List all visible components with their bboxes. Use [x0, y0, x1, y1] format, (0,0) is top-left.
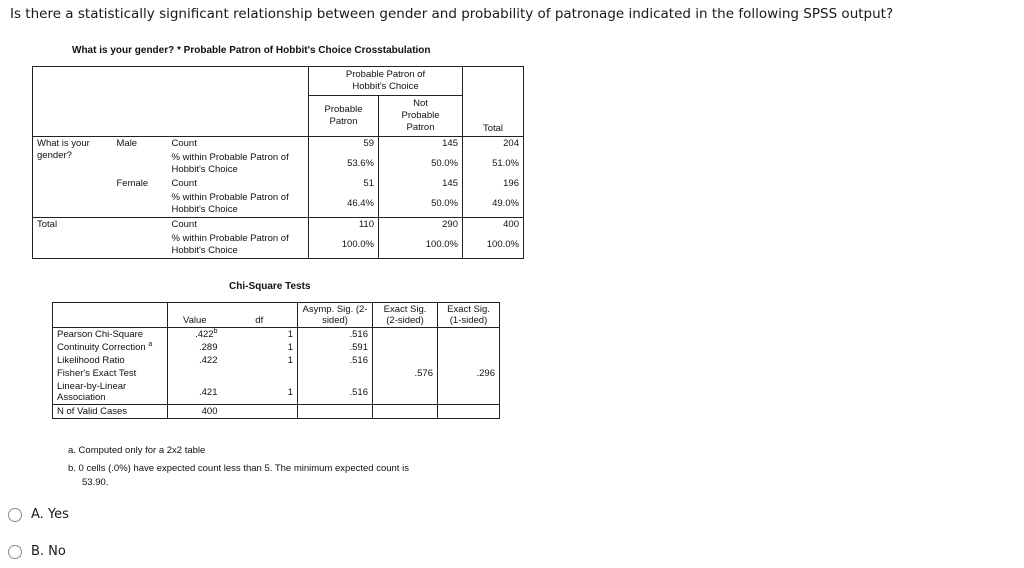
chisq-row: [53, 354, 500, 367]
footnote-marker: b: [213, 327, 218, 335]
chisq-table: [52, 302, 500, 419]
male-count-label: Count: [168, 137, 309, 152]
chisq-header-exact2: Exact Sig. (2-sided): [373, 303, 438, 328]
col-probable-header: Probable Patron: [309, 96, 379, 137]
chisq-exact1: [438, 354, 500, 367]
total-count-not-probable: 290: [379, 218, 463, 233]
chisq-header-asymp: Asymp. Sig. (2-sided): [298, 303, 373, 328]
chisq-asymp: .516: [298, 380, 373, 405]
chisq-value: [168, 405, 222, 419]
chisq-exact2: [373, 354, 438, 367]
option-yes-label: A. Yes: [31, 507, 69, 522]
chisq-exact1: [438, 405, 500, 419]
chisq-asymp: .516: [298, 328, 373, 342]
chisq-exact1: [438, 341, 500, 354]
total-pct-label: % within Probable Patron of Hobbit's Choice: [168, 232, 309, 259]
chisq-exact1: .296: [438, 367, 500, 380]
total-pct-not-probable: 100.0%: [379, 232, 463, 259]
total-row-label: Total: [37, 219, 58, 230]
chisq-exact1: [438, 380, 500, 405]
female-pct-probable: 46.4%: [309, 191, 379, 218]
chisq-row-label-text: Continuity Correction: [57, 342, 146, 353]
chisq-value: [168, 380, 222, 405]
female-count-label: Count: [168, 177, 309, 191]
female-pct-not-probable: 50.0%: [379, 191, 463, 218]
chisq-value: [168, 367, 222, 380]
female-count-total: 196: [503, 178, 519, 189]
chisq-df: 1: [222, 328, 298, 342]
chisq-asymp: [298, 367, 373, 380]
row-var-label: What is your gender?: [33, 137, 113, 218]
chisq-exact2: [373, 341, 438, 354]
chisq-row-label: [53, 354, 168, 367]
chisq-value-text: .422: [199, 355, 218, 366]
option-no-label: B. No: [31, 544, 66, 559]
chisq-title: Chi-Square Tests: [229, 281, 311, 292]
chisq-header-exact1: Exact Sig. (1-sided): [438, 303, 500, 328]
chisq-row: [53, 367, 500, 380]
male-pct-label: % within Probable Patron of Hobbit's Choice: [168, 151, 309, 177]
chisq-row-label: [53, 341, 168, 354]
female-label: Female: [113, 177, 168, 218]
chisq-row-label-text: Fisher's Exact Test: [57, 368, 137, 379]
chisq-header-df: df: [222, 303, 298, 328]
chisq-exact2: .576: [373, 367, 438, 380]
option-yes[interactable]: [8, 507, 69, 522]
chisq-value: [168, 354, 222, 367]
chisq-value-text: .421: [199, 386, 218, 398]
male-pct-probable: 53.6%: [309, 151, 379, 177]
crosstab-title: What is your gender? * Probable Patron of Hobbit's Choice Crosstabulation: [72, 45, 431, 56]
male-pct-not-probable: 50.0%: [379, 151, 463, 177]
col-not-probable-header: Not Probable Patron: [379, 96, 463, 137]
chisq-row-label-text: N of Valid Cases: [57, 406, 128, 417]
female-count-not-probable: 145: [379, 177, 463, 191]
question-text: Is there a statistically significant relationship between gender and probability of patronage indicated in the following SPSS output?: [10, 6, 894, 22]
footnote-marker: a: [148, 340, 153, 348]
chisq-header-value: Value: [168, 303, 222, 328]
chisq-value: [168, 328, 222, 342]
chisq-df: 1: [222, 380, 298, 405]
total-pct-total: 100.0%: [486, 239, 519, 250]
chisq-value-text: .422: [195, 329, 214, 340]
radio-circle-icon[interactable]: [8, 508, 22, 522]
chisq-value: [168, 341, 222, 354]
chisq-row-label-text: Likelihood Ratio: [57, 355, 125, 366]
chisq-df: [222, 367, 298, 380]
chisq-df: [222, 405, 298, 419]
male-pct-total: 51.0%: [492, 158, 519, 169]
footnote-b-line1: b. 0 cells (.0%) have expected count less than 5. The minimum expected count is: [68, 463, 409, 474]
chisq-asymp: .591: [298, 341, 373, 354]
chisq-row-label: [53, 380, 168, 405]
chisq-exact2: [373, 405, 438, 419]
chisq-asymp: [298, 405, 373, 419]
chisq-value-text: .289: [199, 342, 218, 353]
crosstab-table: [32, 66, 524, 259]
option-no[interactable]: [8, 544, 66, 559]
total-pct-probable: 100.0%: [309, 232, 379, 259]
chisq-value-text: 400: [201, 406, 218, 417]
chisq-row-label: [53, 328, 168, 342]
chisq-row: [53, 341, 500, 354]
footnote-a: a. Computed only for a 2x2 table: [68, 445, 206, 456]
female-pct-label: % within Probable Patron of Hobbit's Choice: [168, 191, 309, 218]
chisq-row-label-text: Pearson Chi-Square: [57, 329, 144, 340]
male-count-not-probable: 145: [379, 137, 463, 152]
col-total-header: Total: [482, 123, 504, 134]
total-count-label: Count: [168, 218, 309, 233]
total-count-total: 400: [503, 219, 519, 230]
chisq-df: 1: [222, 354, 298, 367]
chisq-row: [53, 405, 500, 419]
male-label: Male: [116, 138, 138, 149]
radio-circle-icon[interactable]: [8, 545, 22, 559]
chisq-row: [53, 328, 500, 342]
chisq-row-label: [53, 367, 168, 380]
chisq-exact2: [373, 380, 438, 405]
female-pct-total: 49.0%: [463, 191, 524, 218]
chisq-row: [53, 380, 500, 405]
male-count-probable: 59: [309, 137, 379, 152]
male-count-total: 204: [503, 138, 519, 149]
chisq-df: 1: [222, 341, 298, 354]
chisq-row-label-text: Linear-by-Linear Association: [57, 381, 127, 403]
footnote-b-line2: 53.90.: [82, 477, 109, 488]
chisq-row-label: [53, 405, 168, 419]
chisq-exact1: [438, 328, 500, 342]
chisq-exact2: [373, 328, 438, 342]
col-group-header: Probable Patron of Hobbit's Choice: [309, 67, 463, 96]
chisq-asymp: .516: [298, 354, 373, 367]
total-count-probable: 110: [309, 218, 379, 233]
female-count-probable: 51: [309, 177, 379, 191]
